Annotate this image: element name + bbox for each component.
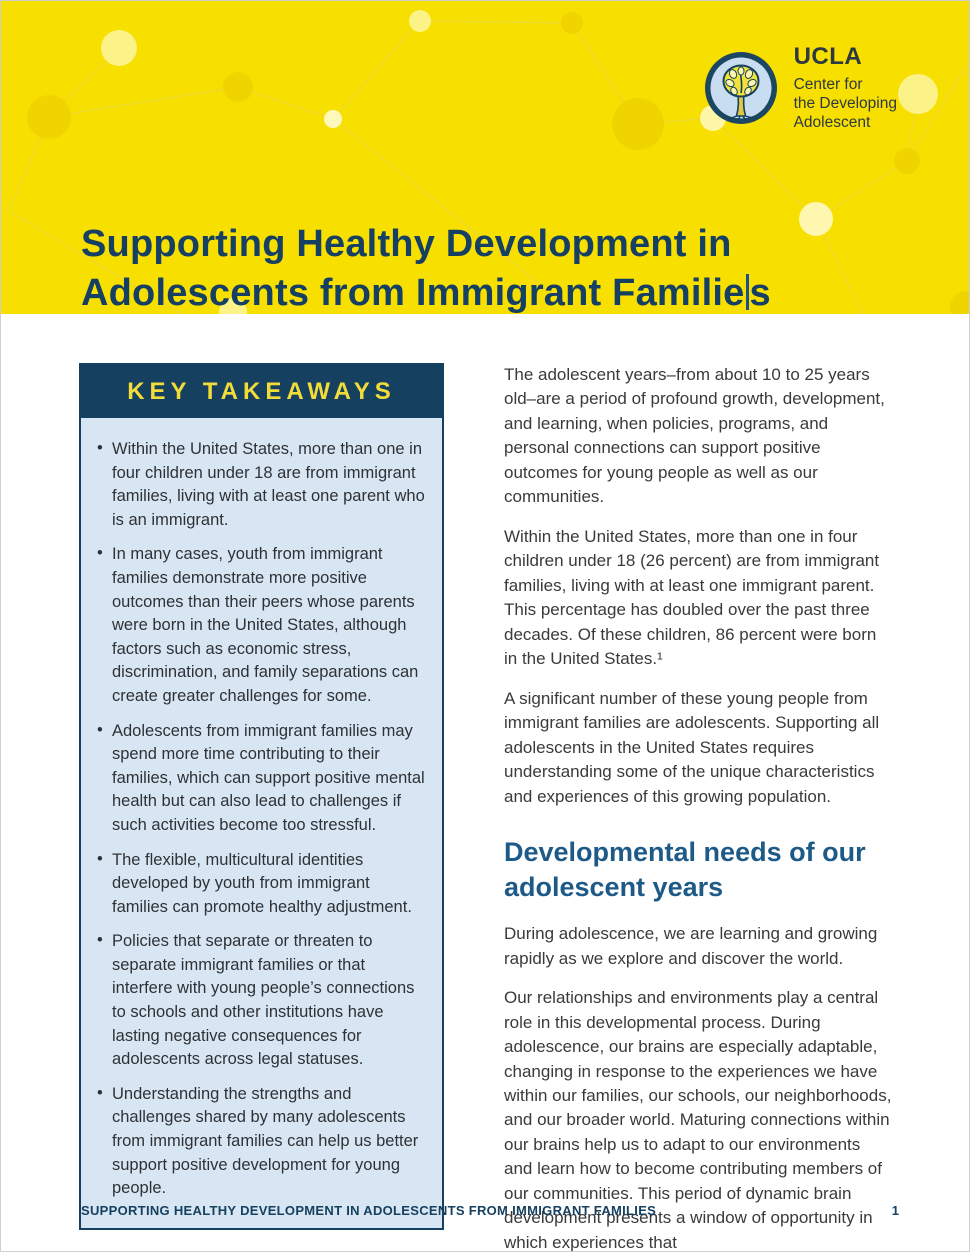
- logo-center-line: the Developing: [793, 94, 897, 112]
- content-area: [1, 314, 969, 1252]
- intro-paragraph: Within the United States, more than one in four children under 18 (26 percent) are from immigrant families, living with at least one immigrant parent. This percentage has doubled over the past three decades. Of these children, 86 percent were born in the United States.¹: [504, 526, 880, 669]
- key-takeaway-item: • Adolescents from immigrant families may spend more time contributing to their families, which can support positive mental health but can also lead to challenges if such activities become too stressful.: [95, 720, 427, 838]
- section-heading: Developmental needs of our adolescent years: [504, 836, 866, 903]
- section-paragraph: During adolescence, we are learning and growing rapidly as we explore and discover the world.: [504, 924, 878, 968]
- page-number: 1: [891, 1203, 899, 1218]
- title-line-2: Adolescents from Immigrant Familie: [81, 271, 745, 314]
- title-line-2-end: s: [749, 271, 771, 314]
- key-takeaways-list: [81, 418, 442, 1228]
- key-takeaway-item: • In many cases, youth from immigrant families demonstrate more positive outcomes than their peers whose parents were born in the United States, although factors such as economic stress, discrimination, and family separations can create greater challenges for some.: [95, 543, 427, 708]
- logo-center-line: Adolescent: [793, 113, 871, 131]
- key-takeaway-item: • Understanding the strengths and challenges shared by many adolescents from immigrant families can help us better support positive development for young people.: [95, 1083, 427, 1201]
- intro-paragraph: The adolescent years–from about 10 to 25 years old–are a period of profound growth, development, and learning, when policies, programs, and personal connections can support positive outcomes for young people as well as our communities.: [504, 365, 885, 507]
- text-cursor-caret: [746, 274, 749, 310]
- page-footer: [81, 1203, 899, 1218]
- key-takeaways-box: [79, 363, 444, 1230]
- intro-paragraph: A significant number of these young people from immigrant families are adolescents. Supporting all adolescents in the United States requires understanding some of the unique characteristics and experiences of this growing population.: [504, 688, 880, 806]
- key-takeaway-item: • The flexible, multicultural identities developed by youth from immigrant families can promote healthy adjustment.: [95, 849, 427, 920]
- ucla-cda-logo: [703, 43, 897, 133]
- key-takeaways-heading: KEY TAKEAWAYS: [81, 365, 442, 418]
- title-line-1: Supporting Healthy Development in: [81, 223, 732, 266]
- section-paragraph: Our relationships and environments play a central role in this developmental process. During adolescence, our brains are especially adaptable, changing in response to the experiences we have within our families, our schools, our neighborhoods, and our broader world. Maturing connections within our brains help us to adapt to our environments and learn how to become contributing members of our communities. This period of dynamic brain development presents a window of opportunity in which experiences that: [504, 988, 892, 1252]
- document-title[interactable]: [81, 220, 771, 314]
- footer-running-title: SUPPORTING HEALTHY DEVELOPMENT IN ADOLESCENTS FROM IMMIGRANT FAMILIES: [81, 1203, 657, 1218]
- article-column: [504, 363, 892, 1252]
- hero-band: [1, 1, 969, 314]
- tree-logo-icon: [703, 50, 779, 126]
- logo-center-line: Center for: [793, 76, 863, 93]
- logo-org-name: UCLA: [793, 43, 863, 70]
- key-takeaway-item: • Within the United States, more than one in four children under 18 are from immigrant families, living with at least one parent who is an immigrant.: [95, 438, 427, 532]
- key-takeaway-item: • Policies that separate or threaten to separate immigrant families or that interfere with young people’s connections to schools and other institutions have lasting negative consequences for adolescents across legal statuses.: [95, 930, 427, 1072]
